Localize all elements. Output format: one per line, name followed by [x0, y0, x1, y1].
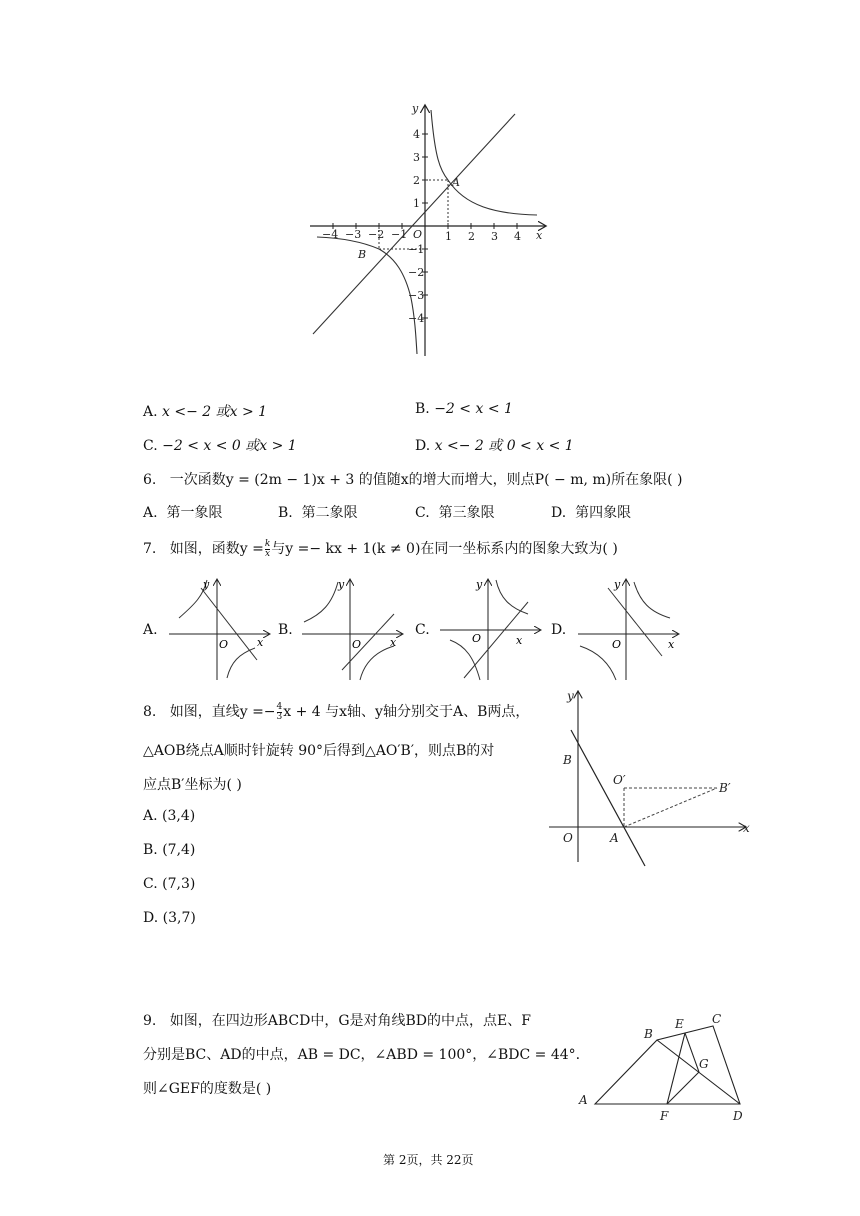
q8-figure: [545, 686, 755, 870]
svg-text:x: x: [668, 638, 675, 651]
q8-option-a[interactable]: A. (3,4): [143, 808, 196, 824]
y-tick-label: −1: [408, 243, 425, 256]
q5-option-d[interactable]: D. x <− 2 或 0 < x < 1: [415, 438, 574, 454]
svg-text:A: A: [610, 831, 619, 845]
q7-option-d[interactable]: D.: [551, 622, 567, 638]
svg-text:O: O: [612, 638, 622, 651]
q7-option-c[interactable]: C.: [415, 622, 430, 638]
svg-text:x: x: [257, 636, 264, 649]
svg-text:x: x: [390, 636, 397, 649]
svg-text:O: O: [472, 632, 482, 645]
x-tick-label: −2: [368, 228, 385, 241]
svg-text:y: y: [567, 689, 574, 703]
hyperbola-branch-1: [431, 110, 537, 215]
q7-graph-a: [165, 574, 273, 682]
hyperbola-branch-2: [317, 237, 417, 354]
svg-text:x: x: [743, 821, 750, 835]
y-tick-label: −2: [408, 266, 425, 279]
svg-text:y: y: [614, 578, 621, 591]
q7-stem: 7. 如图，函数y = $\frac{k}{x}$ 与y =− kx + 1(k ≠ 0)在同一坐标系内的图象大致为( ): [143, 538, 618, 559]
svg-text:G: G: [699, 1057, 709, 1071]
y-tick-label: 1: [413, 197, 420, 210]
q7-graph-d: [574, 574, 682, 682]
q8-stem-line2: △AOB绕点A顺时针旋转 90°后得到△AO′B′，则点B的对: [143, 743, 495, 759]
x-tick-label: 2: [468, 230, 475, 243]
q6-option-a[interactable]: A. 第一象限: [143, 505, 223, 521]
svg-text:B: B: [563, 753, 572, 767]
question-number: 7.: [143, 541, 157, 557]
q7-graph-b: [298, 574, 406, 682]
page-footer: 第 2页，共 22页: [383, 1153, 474, 1167]
x-tick-label: −3: [345, 228, 362, 241]
q8-option-b[interactable]: B. (7,4): [143, 842, 196, 858]
svg-text:O: O: [219, 638, 229, 651]
y-tick-label: 3: [413, 151, 420, 164]
x-tick-label: −1: [391, 228, 408, 241]
question-number: 6.: [143, 472, 157, 488]
x-tick-label: 4: [514, 230, 521, 243]
svg-text:y: y: [203, 578, 210, 591]
fraction-k-over-x: $\frac{k}{x}$: [264, 538, 271, 559]
q7-option-a[interactable]: A.: [143, 622, 158, 638]
svg-text:y: y: [338, 578, 345, 591]
q5-option-a[interactable]: A. x <− 2 或x > 1: [143, 404, 268, 420]
svg-text:x: x: [516, 634, 523, 647]
axis-x-label: x: [536, 229, 543, 242]
q5-option-c[interactable]: C. −2 < x < 0 或x > 1: [143, 438, 297, 454]
y-tick-label: 4: [413, 128, 420, 141]
svg-text:C: C: [712, 1012, 722, 1026]
q6-option-c[interactable]: C. 第三象限: [415, 505, 495, 521]
svg-text:B: B: [644, 1027, 653, 1041]
question-number: 8.: [143, 704, 157, 720]
fraction-4-over-3: $\frac{4}{3}$: [276, 701, 283, 722]
svg-text:E: E: [675, 1017, 684, 1031]
q7-option-b[interactable]: B.: [278, 622, 293, 638]
q6-stem: 6. 一次函数y = (2m − 1)x + 3 的值随x的增大而增大，则点P( − m, m)所在象限( ): [143, 472, 683, 488]
q9-figure: [575, 1008, 755, 1126]
y-tick-label: −4: [408, 312, 425, 325]
q9-stem-line1: 9. 如图，在四边形ABCD中，G是对角线BD的中点，点E、F: [143, 1013, 531, 1029]
svg-text:O′: O′: [613, 773, 626, 787]
svg-text:O: O: [563, 831, 573, 845]
x-tick-label: 1: [445, 230, 452, 243]
point-b-label: B: [358, 248, 367, 261]
svg-text:y: y: [476, 578, 483, 591]
origin-label: O: [413, 228, 423, 241]
q6-option-b[interactable]: B. 第二象限: [278, 505, 358, 521]
svg-text:O: O: [352, 638, 362, 651]
q6-option-d[interactable]: D. 第四象限: [551, 505, 632, 521]
q8-option-c[interactable]: C. (7,3): [143, 876, 196, 892]
q8-option-d[interactable]: D. (3,7): [143, 910, 196, 926]
svg-text:A: A: [579, 1093, 588, 1107]
x-tick-label: −4: [322, 228, 339, 241]
y-tick-label: 2: [413, 174, 420, 187]
axis-y-label: y: [412, 102, 419, 115]
q5-option-b[interactable]: B. −2 < x < 1: [415, 401, 513, 417]
question-number: 9.: [143, 1013, 157, 1029]
y-tick-label: −3: [408, 289, 425, 302]
x-tick-label: 3: [491, 230, 498, 243]
svg-text:B′: B′: [719, 781, 731, 795]
svg-text:D: D: [733, 1109, 743, 1123]
q9-stem-line3: 则∠GEF的度数是( ): [143, 1081, 272, 1097]
q8-stem-line1: 8. 如图，直线y =− $\frac{4}{3}$ x + 4 与x轴、y轴分别交于A、B两点，: [143, 701, 530, 722]
svg-text:F: F: [660, 1109, 669, 1123]
q8-stem-line3: 应点B′坐标为( ): [143, 777, 242, 793]
point-a-label: A: [452, 176, 460, 189]
q7-graph-c: [436, 574, 544, 682]
q5-graph: [305, 98, 555, 360]
q9-stem-line2: 分别是BC、AD的中点，AB = DC，∠ABD = 100°，∠BDC = 44°.: [143, 1047, 581, 1063]
